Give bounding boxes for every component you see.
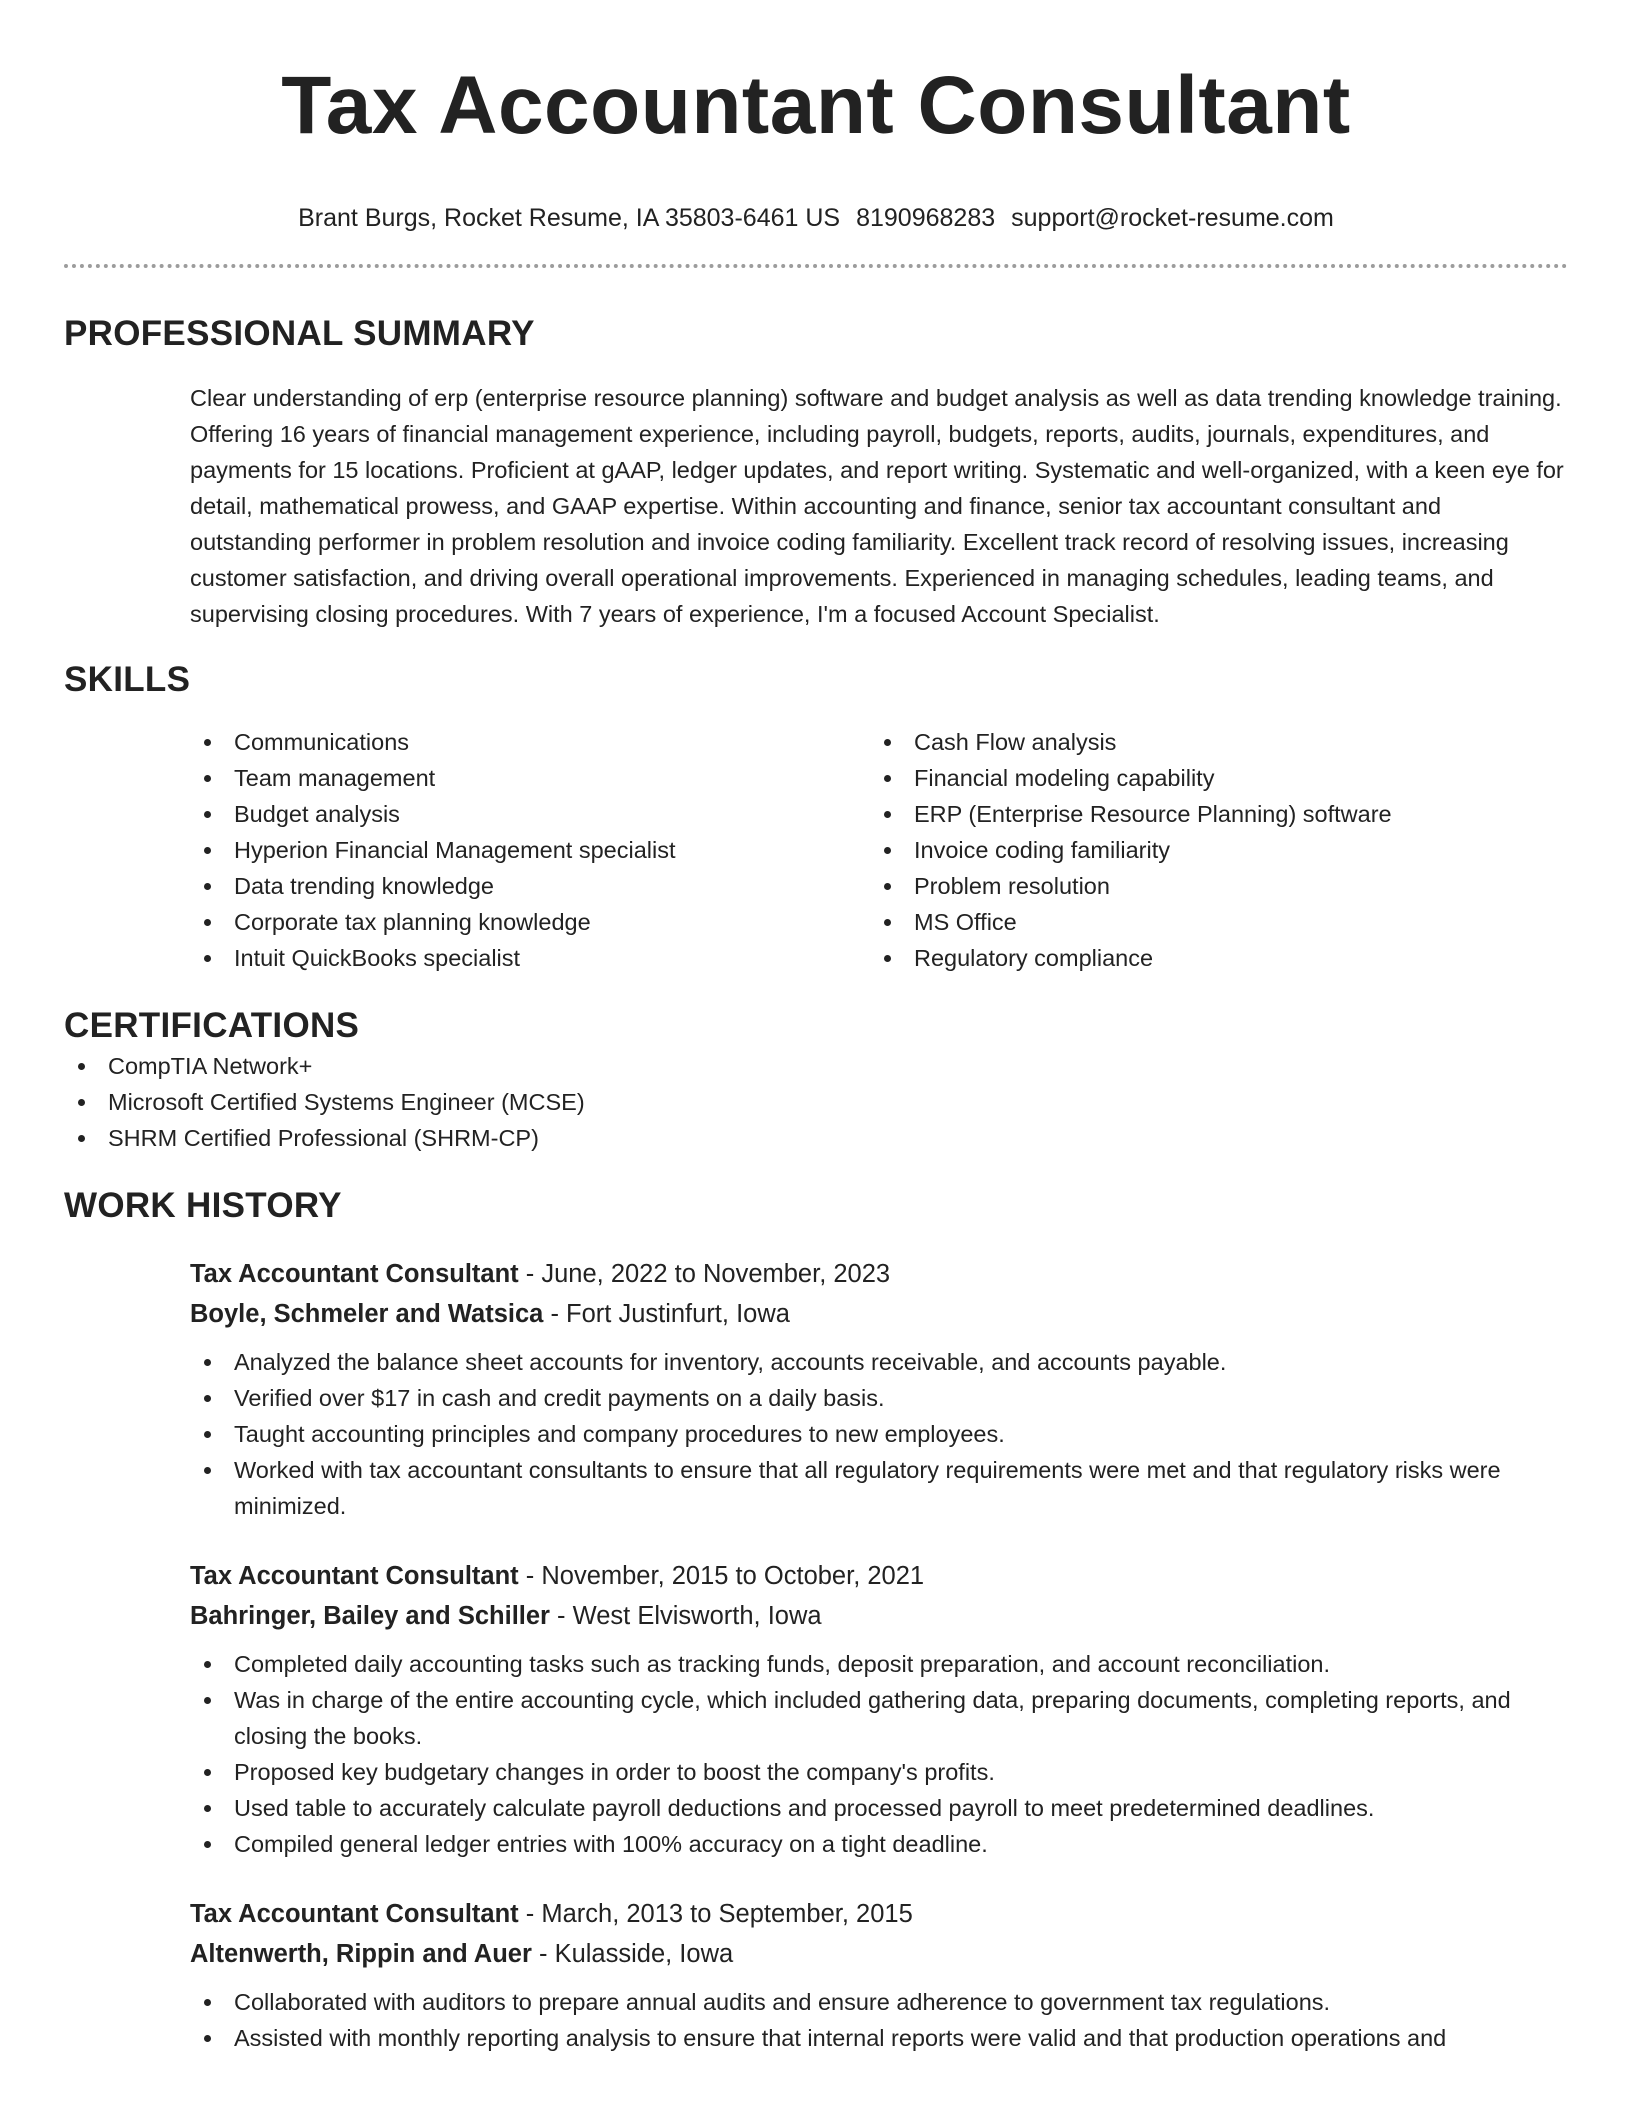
contact-line: [64, 202, 1568, 234]
job-duty-item: Proposed key budgetary changes in order to boost the company's profits.: [190, 1754, 1564, 1790]
contact-phone: 8190968283: [856, 204, 996, 232]
skill-item: MS Office: [870, 904, 1550, 940]
section-title-work-history: WORK HISTORY: [64, 1186, 342, 1225]
job-duty-item: Taught accounting principles and company procedures to new employees.: [190, 1416, 1564, 1452]
certification-item: CompTIA Network+: [64, 1048, 1568, 1084]
skill-item: Cash Flow analysis: [870, 724, 1550, 760]
skills-list-right: [870, 724, 1550, 976]
job-dates: - June, 2022 to November, 2023: [518, 1260, 891, 1288]
skill-item: Data trending knowledge: [190, 868, 870, 904]
job-role: Tax Accountant Consultant: [190, 1562, 519, 1590]
skill-item: Hyperion Financial Management specialist: [190, 832, 870, 868]
job-duty-item: Analyzed the balance sheet accounts for inventory, accounts receivable, and accounts payable.: [190, 1344, 1564, 1380]
job-company-line: [190, 1596, 1564, 1636]
job-title-line: [190, 1556, 1564, 1596]
job-role: Tax Accountant Consultant: [190, 1260, 519, 1288]
job-dates: - March, 2013 to September, 2015: [518, 1900, 913, 1928]
job-location: - West Elvisworth, Iowa: [549, 1602, 822, 1630]
job-duties-list: [190, 1984, 1564, 2056]
skill-item: Corporate tax planning knowledge: [190, 904, 870, 940]
job-location: - Fort Justinfurt, Iowa: [543, 1300, 790, 1328]
contact-email: support@rocket-resume.com: [1011, 204, 1334, 232]
certifications-list: [64, 1048, 1568, 1156]
section-title-certifications: CERTIFICATIONS: [64, 1006, 360, 1045]
skill-item: Regulatory compliance: [870, 940, 1550, 976]
job-company-line: [190, 1294, 1564, 1334]
skill-item: Budget analysis: [190, 796, 870, 832]
resume-name-heading: Tax Accountant Consultant: [281, 60, 1351, 151]
job-dates: - November, 2015 to October, 2021: [518, 1562, 925, 1590]
certification-item: SHRM Certified Professional (SHRM-CP): [64, 1120, 1568, 1156]
skill-item: Team management: [190, 760, 870, 796]
job-role: Tax Accountant Consultant: [190, 1900, 519, 1928]
section-title-skills: SKILLS: [64, 660, 191, 699]
job-company-line: [190, 1934, 1564, 1974]
resume-page: [64, 0, 1568, 2056]
skill-item: Intuit QuickBooks specialist: [190, 940, 870, 976]
job-company: Boyle, Schmeler and Watsica: [190, 1300, 544, 1328]
header-divider: [64, 264, 1568, 268]
job-entry: [190, 1254, 1564, 1524]
section-title-summary: PROFESSIONAL SUMMARY: [64, 314, 535, 353]
job-duty-item: Was in charge of the entire accounting cycle, which included gathering data, preparing documents, completing reports, and closing the books.: [190, 1682, 1564, 1754]
skill-item: Problem resolution: [870, 868, 1550, 904]
job-location: - Kulasside, Iowa: [531, 1940, 734, 1968]
job-company: Altenwerth, Rippin and Auer: [190, 1940, 532, 1968]
job-duty-item: Used table to accurately calculate payroll deductions and processed payroll to meet predetermined deadlines.: [190, 1790, 1564, 1826]
certification-item: Microsoft Certified Systems Engineer (MCSE): [64, 1084, 1568, 1120]
job-entry: [190, 1894, 1564, 2056]
job-duty-item: Collaborated with auditors to prepare annual audits and ensure adherence to government tax regulations.: [190, 1984, 1564, 2020]
job-duties-list: [190, 1344, 1564, 1524]
job-duty-item: Worked with tax accountant consultants to ensure that all regulatory requirements were met and that regulatory risks were minimized.: [190, 1452, 1564, 1524]
job-title-line: [190, 1894, 1564, 1934]
job-duties-list: [190, 1646, 1564, 1862]
skills-list-left: [190, 724, 870, 976]
skills-grid: [190, 724, 1564, 976]
job-duty-item: Assisted with monthly reporting analysis to ensure that internal reports were valid and that production operations and: [190, 2020, 1564, 2056]
job-title-line: [190, 1254, 1564, 1294]
skill-item: Communications: [190, 724, 870, 760]
skill-item: Financial modeling capability: [870, 760, 1550, 796]
job-duty-item: Compiled general ledger entries with 100% accuracy on a tight deadline.: [190, 1826, 1564, 1862]
skill-item: ERP (Enterprise Resource Planning) software: [870, 796, 1550, 832]
summary-paragraph: Clear understanding of erp (enterprise resource planning) software and budget analysis as well as data trending knowledge training. Offering 16 years of financial management experience, including payroll, budgets, reports, audits, journals, expenditures, and payments for 15 locations. Proficient at gAAP, ledger updates, and report writing. Systematic and well-organized, with a keen eye for detail, mathematical prowess, and GAAP expertise. Within accounting and finance, senior tax accountant consultant and outstanding performer in problem resolution and invoice coding familiarity. Excellent track record of resolving issues, increasing customer satisfaction, and driving overall operational improvements. Experienced in managing schedules, leading teams, and supervising closing procedures. With 7 years of experience, I'm a focused Account Specialist.: [190, 385, 1564, 627]
job-company: Bahringer, Bailey and Schiller: [190, 1602, 550, 1630]
job-duty-item: Completed daily accounting tasks such as tracking funds, deposit preparation, and account reconciliation.: [190, 1646, 1564, 1682]
skill-item: Invoice coding familiarity: [870, 832, 1550, 868]
contact-address: Brant Burgs, Rocket Resume, IA 35803-6461 US: [298, 204, 841, 232]
job-duty-item: Verified over $17 in cash and credit payments on a daily basis.: [190, 1380, 1564, 1416]
job-entry: [190, 1556, 1564, 1862]
